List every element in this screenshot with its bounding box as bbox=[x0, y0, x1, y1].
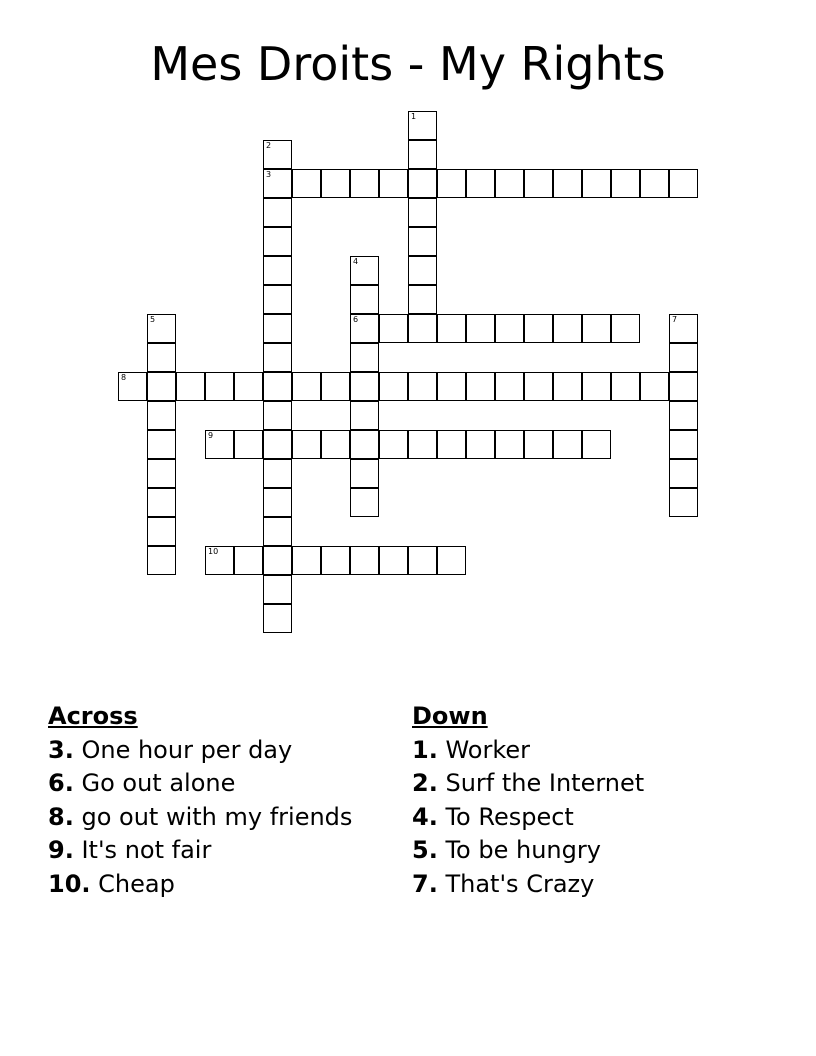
cell-number: 8 bbox=[121, 373, 127, 382]
crossword-cell[interactable] bbox=[263, 517, 292, 546]
clue-number: 7. bbox=[412, 869, 438, 898]
crossword-cell[interactable] bbox=[553, 430, 582, 459]
crossword-cell[interactable] bbox=[263, 604, 292, 633]
cell-number: 3 bbox=[266, 170, 272, 179]
crossword-cell[interactable] bbox=[669, 169, 698, 198]
crossword-cell[interactable] bbox=[582, 430, 611, 459]
down-clue bbox=[412, 801, 644, 835]
clue-number: 5. bbox=[412, 836, 438, 864]
crossword-cell[interactable] bbox=[495, 430, 524, 459]
crossword-cell[interactable] bbox=[553, 314, 582, 343]
crossword-cell[interactable] bbox=[408, 169, 437, 198]
crossword-cell[interactable] bbox=[408, 546, 437, 575]
crossword-cell[interactable] bbox=[263, 227, 292, 256]
crossword-cell[interactable] bbox=[350, 401, 379, 430]
crossword-cell[interactable] bbox=[582, 314, 611, 343]
down-clue bbox=[412, 868, 644, 902]
crossword-cell[interactable] bbox=[669, 459, 698, 488]
clue-text: Worker bbox=[445, 735, 531, 764]
crossword-cell[interactable] bbox=[263, 575, 292, 604]
crossword-cell[interactable] bbox=[408, 372, 437, 401]
crossword-cell[interactable] bbox=[263, 314, 292, 343]
across-clue bbox=[48, 801, 352, 835]
crossword-cell[interactable] bbox=[263, 546, 292, 575]
crossword-cell[interactable] bbox=[379, 430, 408, 459]
cell-number: 10 bbox=[208, 547, 219, 556]
crossword-cell[interactable] bbox=[408, 430, 437, 459]
crossword-cell[interactable] bbox=[321, 372, 350, 401]
crossword-cell[interactable] bbox=[292, 169, 321, 198]
down-clues bbox=[412, 700, 644, 901]
crossword-cell[interactable] bbox=[263, 256, 292, 285]
crossword-cell[interactable] bbox=[379, 372, 408, 401]
down-clue bbox=[412, 767, 644, 801]
crossword-cell[interactable] bbox=[147, 314, 176, 343]
crossword-cell[interactable] bbox=[437, 546, 466, 575]
crossword-cell[interactable] bbox=[524, 314, 553, 343]
crossword-cell[interactable] bbox=[234, 430, 263, 459]
crossword-cell[interactable] bbox=[118, 372, 147, 401]
clue-text: That's Crazy bbox=[445, 869, 595, 898]
cell-number: 4 bbox=[353, 257, 359, 266]
crossword-cell[interactable] bbox=[350, 372, 379, 401]
across-clue bbox=[48, 834, 352, 868]
crossword-cell[interactable] bbox=[466, 314, 495, 343]
crossword-cell[interactable] bbox=[669, 488, 698, 517]
crossword-cell[interactable] bbox=[669, 314, 698, 343]
crossword-cell[interactable] bbox=[524, 169, 553, 198]
crossword-cell[interactable] bbox=[495, 314, 524, 343]
crossword-cell[interactable] bbox=[582, 169, 611, 198]
crossword-cell[interactable] bbox=[321, 546, 350, 575]
crossword-cell[interactable] bbox=[669, 343, 698, 372]
clue-text: One hour per day bbox=[81, 735, 293, 764]
clue-number: 8. bbox=[48, 802, 74, 831]
crossword-cell[interactable] bbox=[263, 343, 292, 372]
crossword-cell[interactable] bbox=[408, 256, 437, 285]
crossword-cell[interactable] bbox=[640, 372, 669, 401]
across-clue bbox=[48, 868, 352, 902]
crossword-cell[interactable] bbox=[263, 401, 292, 430]
crossword-cell[interactable] bbox=[408, 227, 437, 256]
across-clue bbox=[48, 734, 352, 768]
clue-number: 2. bbox=[412, 769, 438, 797]
crossword-cell[interactable] bbox=[321, 169, 350, 198]
crossword-cell[interactable] bbox=[408, 314, 437, 343]
crossword-cell[interactable] bbox=[669, 430, 698, 459]
crossword-cell[interactable] bbox=[234, 372, 263, 401]
crossword-cell[interactable] bbox=[408, 111, 437, 140]
crossword-cell[interactable] bbox=[669, 372, 698, 401]
clue-text: To be hungry bbox=[445, 836, 601, 864]
crossword-cell[interactable] bbox=[205, 430, 234, 459]
crossword-cell[interactable] bbox=[147, 343, 176, 372]
across-heading: Across bbox=[48, 702, 138, 730]
crossword-cell[interactable] bbox=[350, 488, 379, 517]
crossword-cell[interactable] bbox=[437, 314, 466, 343]
clue-text: Surf the Internet bbox=[445, 769, 645, 797]
crossword-cell[interactable] bbox=[640, 169, 669, 198]
clue-number: 10. bbox=[48, 869, 91, 898]
clue-text: Go out alone bbox=[81, 769, 236, 797]
crossword-cell[interactable] bbox=[205, 546, 234, 575]
crossword-cell[interactable] bbox=[321, 430, 350, 459]
crossword-cell[interactable] bbox=[553, 372, 582, 401]
page-title: Mes Droits - My Rights bbox=[150, 37, 666, 91]
clue-number: 6. bbox=[48, 769, 74, 797]
crossword-cell[interactable] bbox=[292, 372, 321, 401]
crossword-cell[interactable] bbox=[437, 430, 466, 459]
crossword-cell[interactable] bbox=[408, 285, 437, 314]
crossword-cell[interactable] bbox=[263, 285, 292, 314]
clue-number: 1. bbox=[412, 735, 438, 764]
clue-number: 9. bbox=[48, 836, 74, 864]
crossword-cell[interactable] bbox=[147, 430, 176, 459]
crossword-cell[interactable] bbox=[379, 546, 408, 575]
crossword-cell[interactable] bbox=[176, 372, 205, 401]
down-clue bbox=[412, 834, 644, 868]
crossword-cell[interactable] bbox=[466, 169, 495, 198]
crossword-cell[interactable] bbox=[466, 430, 495, 459]
cell-number: 5 bbox=[150, 315, 156, 324]
crossword-cell[interactable] bbox=[524, 430, 553, 459]
clue-number: 3. bbox=[48, 735, 74, 764]
cell-number: 6 bbox=[353, 315, 359, 324]
crossword-cell[interactable] bbox=[611, 314, 640, 343]
crossword-cell[interactable] bbox=[524, 372, 553, 401]
crossword-cell[interactable] bbox=[437, 169, 466, 198]
crossword-cell[interactable] bbox=[263, 372, 292, 401]
crossword-cell[interactable] bbox=[234, 546, 263, 575]
crossword-cell[interactable] bbox=[350, 546, 379, 575]
clue-text: Cheap bbox=[98, 869, 175, 898]
crossword-cell[interactable] bbox=[582, 372, 611, 401]
clue-number: 4. bbox=[412, 802, 438, 831]
across-clue bbox=[48, 767, 352, 801]
crossword-cell[interactable] bbox=[350, 169, 379, 198]
crossword-cell[interactable] bbox=[466, 372, 495, 401]
across-clues bbox=[48, 700, 352, 901]
crossword-cell[interactable] bbox=[350, 285, 379, 314]
crossword-cell[interactable] bbox=[495, 169, 524, 198]
down-clue bbox=[412, 734, 644, 768]
crossword-cell[interactable] bbox=[611, 169, 640, 198]
crossword-cell[interactable] bbox=[263, 488, 292, 517]
crossword-cell[interactable] bbox=[292, 546, 321, 575]
crossword-cell[interactable] bbox=[350, 314, 379, 343]
crossword-cell[interactable] bbox=[263, 198, 292, 227]
cell-number: 1 bbox=[411, 112, 417, 121]
crossword-cell[interactable] bbox=[147, 372, 176, 401]
crossword-cell[interactable] bbox=[350, 430, 379, 459]
clue-text: go out with my friends bbox=[81, 802, 353, 831]
crossword-cell[interactable] bbox=[350, 256, 379, 285]
cell-number: 9 bbox=[208, 431, 214, 440]
crossword-cell[interactable] bbox=[408, 198, 437, 227]
crossword-cell[interactable] bbox=[263, 140, 292, 169]
down-heading: Down bbox=[412, 702, 488, 730]
crossword-cell[interactable] bbox=[611, 372, 640, 401]
clue-text: To Respect bbox=[445, 802, 574, 831]
crossword-cell[interactable] bbox=[147, 459, 176, 488]
crossword-cell[interactable] bbox=[147, 517, 176, 546]
crossword-cell[interactable] bbox=[263, 459, 292, 488]
cell-number: 2 bbox=[266, 141, 272, 150]
crossword-cell[interactable] bbox=[147, 401, 176, 430]
cell-number: 7 bbox=[672, 315, 678, 324]
crossword-cell[interactable] bbox=[553, 169, 582, 198]
crossword-cell[interactable] bbox=[350, 343, 379, 372]
crossword-cell[interactable] bbox=[263, 169, 292, 198]
crossword-cell[interactable] bbox=[147, 488, 176, 517]
crossword-cell[interactable] bbox=[408, 140, 437, 169]
crossword-cell[interactable] bbox=[205, 372, 234, 401]
crossword-cell[interactable] bbox=[437, 372, 466, 401]
crossword-cell[interactable] bbox=[263, 430, 292, 459]
crossword-cell[interactable] bbox=[292, 430, 321, 459]
crossword-cell[interactable] bbox=[350, 459, 379, 488]
crossword-cell[interactable] bbox=[379, 314, 408, 343]
crossword-cell[interactable] bbox=[147, 546, 176, 575]
crossword-cell[interactable] bbox=[379, 169, 408, 198]
clue-text: It's not fair bbox=[81, 836, 212, 864]
crossword-cell[interactable] bbox=[495, 372, 524, 401]
crossword-cell[interactable] bbox=[669, 401, 698, 430]
